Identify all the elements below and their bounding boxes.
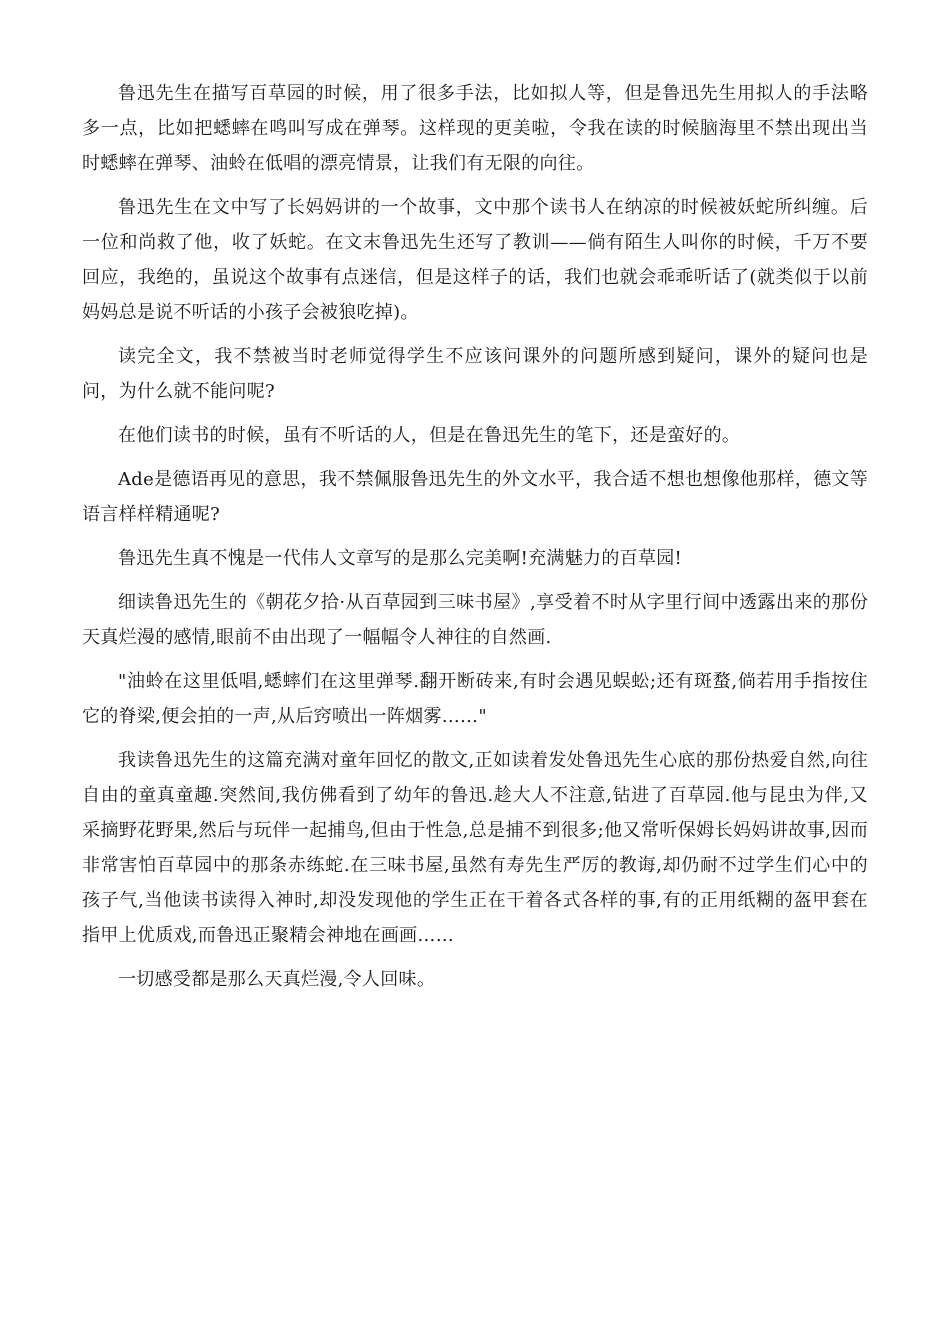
paragraph-5: Ade是德语再见的意思，我不禁佩服鲁迅先生的外文水平，我合适不想也想像他那样，德文等语言样样精通呢? bbox=[82, 469, 868, 525]
paragraph-8-quote: "油蛉在这里低唱,蟋蟀们在这里弹琴.翻开断砖来,有时会遇见蜈蚣;还有斑蝥,倘若用手指按住它的脊梁,便会拍的一声,从后窍喷出一阵烟雾……" bbox=[82, 671, 868, 727]
paragraph-10: 一切感受都是那么天真烂漫,令人回味。 bbox=[118, 969, 436, 990]
paragraph-1: 鲁迅先生在描写百草园的时候，用了很多手法，比如拟人等，但是鲁迅先生用拟人的手法略多一点，比如把蟋蟀在鸣叫写成在弹琴。这样现的更美啦，令我在读的时候脑海里不禁出现出当时蟋蟀在弹琴、油蛉在低唱的漂亮情景，让我们有无限的向往。 bbox=[82, 83, 868, 174]
paragraph-3: 读完全文，我不禁被当时老师觉得学生不应该问课外的问题所感到疑问，课外的疑问也是问，为什么就不能问呢? bbox=[82, 346, 868, 402]
paragraph-7: 细读鲁迅先生的《朝花夕拾·从百草园到三味书屋》,享受着不时从字里行间中透露出来的那份天真烂漫的感情,眼前不由出现了一幅幅令人神往的自然画. bbox=[82, 592, 868, 648]
paragraph-9: 我读鲁迅先生的这篇充满对童年回忆的散文,正如读着发处鲁迅先生心底的那份热爱自然,向往自由的童真童趣.突然间,我仿佛看到了幼年的鲁迅.趁大人不注意,钻进了百草园.他与昆虫为伴,又采摘野花野果,然后与玩伴一起捕鸟,但由于性急,总是捕不到很多;他又常听保姆长妈妈讲故事,因而非常害怕百草园中的那条赤练蛇.在三味书屋,虽然有寿先生严厉的教诲,却仍耐不过学生们心中的孩子气,当他读书读得入神时,却没发现他的学生正在干着各式各样的事,有的正用纸糊的盔甲套在指甲上优质戏,而鲁迅正聚精会神地在画画…… bbox=[82, 750, 868, 946]
paragraph-4: 在他们读书的时候，虽有不听话的人，但是在鲁迅先生的笔下，还是蛮好的。 bbox=[118, 425, 741, 446]
paragraph-6: 鲁迅先生真不愧是一代伟人文章写的是那么完美啊!充满魅力的百草园! bbox=[118, 548, 683, 569]
document-page bbox=[82, 76, 868, 1006]
paragraph-2: 鲁迅先生在文中写了长妈妈讲的一个故事，文中那个读书人在纳凉的时候被妖蛇所纠缠。后一位和尚救了他，收了妖蛇。在文末鲁迅先生还写了教训——倘有陌生人叫你的时候，千万不要回应，我绝的，虽说这个故事有点迷信，但是这样子的话，我们也就会乖乖听话了(就类似于以前妈妈总是说不听话的小孩子会被狼吃掉)。 bbox=[82, 197, 868, 323]
